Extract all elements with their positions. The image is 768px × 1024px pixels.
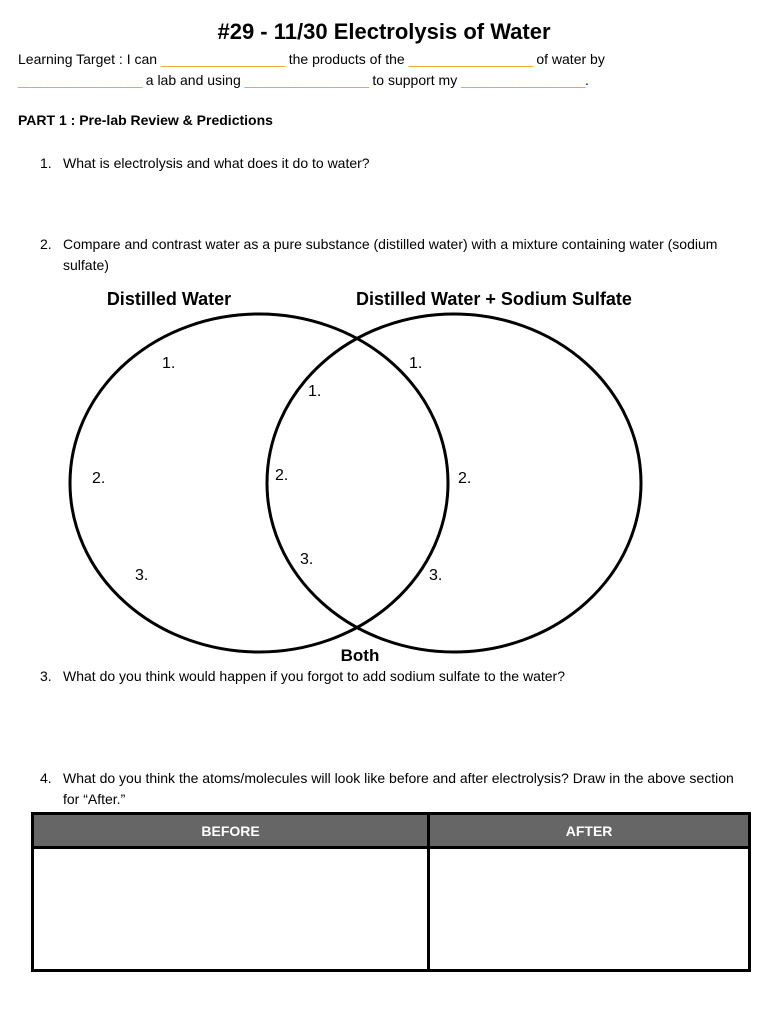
venn-left-item: 1. [162,355,176,372]
venn-right-item: 2. [458,470,472,487]
venn-right-label: Distilled Water + Sodium Sulfate [356,289,632,309]
learning-target-text: . [584,72,589,88]
learning-target-text: a lab and using [141,72,245,88]
venn-right-item: 3. [429,567,443,584]
learning-target-blank-2[interactable]: _________________ [408,51,533,67]
part-1-heading: PART 1 : Pre-lab Review & Predictions [18,112,273,128]
learning-target-text: of water by [532,51,605,67]
table-header-before: BEFORE [33,814,429,848]
question-text: Compare and contrast water as a pure substance (distilled water) with a mixture containing water (sodium sulfate) [63,236,718,273]
learning-target-blank-4[interactable]: _________________ [244,72,369,88]
venn-left-item: 2. [92,470,106,487]
table-header-row [33,814,750,848]
question-number: 1. [40,155,52,171]
venn-bottom-label: Both [340,646,380,665]
venn-middle-item: 1. [308,383,322,400]
learning-target-text: to support my [368,72,462,88]
learning-target-blank-3[interactable]: _________________ [18,72,142,88]
question-number: 2. [40,236,52,252]
venn-left-item: 3. [135,567,149,584]
page-title: #29 - 11/30 Electrolysis of Water [217,19,551,44]
learning-target-blank-5[interactable]: _________________ [461,72,585,88]
venn-middle-item: 3. [300,551,314,568]
venn-left-label: Distilled Water [106,289,232,309]
learning-target-line-2 [18,72,589,88]
question-number: 3. [40,668,52,684]
table-header-after: AFTER [429,814,750,848]
venn-left-circle [70,314,448,652]
before-drawing-cell[interactable] [33,848,429,971]
question-text: What do you think the atoms/molecules will look like before and after electrolysis? Draw in the above section for “After.” [63,770,734,807]
question-number: 4. [40,770,52,786]
venn-right-item: 1. [409,355,423,372]
question-text: What do you think would happen if you forgot to add sodium sulfate to the water? [63,668,565,684]
venn-right-circle [267,314,641,652]
after-drawing-cell[interactable] [429,848,750,971]
learning-target-text: the products of the [284,51,409,67]
learning-target-line-1 [18,51,605,67]
learning-target-blank-1[interactable]: _________________ [160,51,285,67]
venn-middle-item: 2. [275,467,289,484]
venn-diagram [0,280,768,672]
table-row [33,848,750,971]
question-text: What is electrolysis and what does it do to water? [63,155,370,171]
learning-target-prefix: Learning Target : I can [18,51,161,67]
before-after-table [31,812,751,972]
